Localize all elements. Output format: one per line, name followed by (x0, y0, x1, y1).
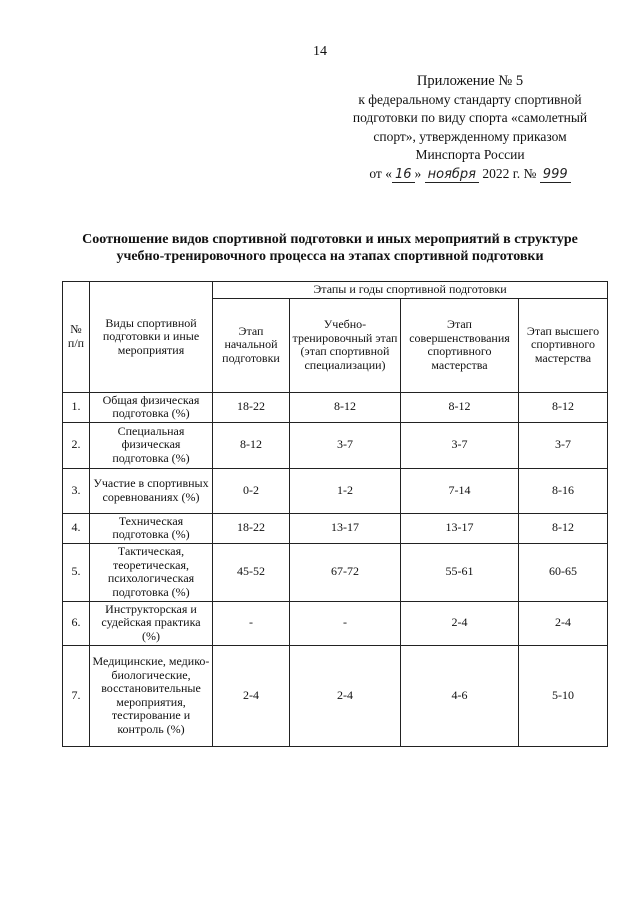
row-num: 1. (63, 392, 90, 422)
order-mid: » (414, 165, 425, 181)
row-value: 8-12 (519, 513, 608, 543)
document-title (40, 231, 620, 265)
table-row (63, 543, 608, 601)
row-value: 7-14 (401, 468, 519, 513)
row-value: 8-12 (519, 392, 608, 422)
row-value: 2-4 (401, 601, 519, 645)
header-stages-group: Этапы и годы спортивной подготовки (213, 282, 608, 299)
table-row (63, 513, 608, 543)
table-row (63, 468, 608, 513)
row-value: 18-22 (213, 392, 290, 422)
row-value: 13-17 (401, 513, 519, 543)
row-value: 4-6 (401, 645, 519, 746)
row-num: 4. (63, 513, 90, 543)
row-num: 5. (63, 543, 90, 601)
table-row (63, 422, 608, 468)
row-value: 5-10 (519, 645, 608, 746)
row-value: 8-12 (213, 422, 290, 468)
row-value: 3-7 (401, 422, 519, 468)
order-line (330, 165, 610, 184)
row-num: 3. (63, 468, 90, 513)
row-value: 3-7 (290, 422, 401, 468)
row-value: 2-4 (213, 645, 290, 746)
row-name: Общая физическая подготовка (%) (90, 392, 213, 422)
order-month-handwritten: ноября (425, 168, 479, 183)
row-value: 8-12 (401, 392, 519, 422)
row-value: 8-12 (290, 392, 401, 422)
row-value: 55-61 (401, 543, 519, 601)
row-value: 8-16 (519, 468, 608, 513)
row-value: 45-52 (213, 543, 290, 601)
row-value: 2-4 (519, 601, 608, 645)
page-number: 14 (313, 44, 327, 59)
row-value: 13-17 (290, 513, 401, 543)
row-value: 3-7 (519, 422, 608, 468)
table-row (63, 645, 608, 746)
header-stage: Этап высшего спортивного мастерства (519, 298, 608, 392)
header-num: № п/п (63, 282, 90, 393)
table-header-row (63, 282, 608, 299)
row-value: - (290, 601, 401, 645)
row-name: Техническая подготовка (%) (90, 513, 213, 543)
appendix-title: Приложение № 5 (416, 73, 524, 89)
row-num: 7. (63, 645, 90, 746)
row-num: 6. (63, 601, 90, 645)
header-stage: Этап начальной подготовки (213, 298, 290, 392)
row-value: 67-72 (290, 543, 401, 601)
header-stage: Этап совершенствования спортивного мастерства (401, 298, 519, 392)
row-value: - (213, 601, 290, 645)
document-title-line: Соотношение видов спортивной подготовки и иных мероприятий в структуре (82, 232, 578, 247)
appendix-block (330, 72, 610, 183)
row-name: Участие в спортивных соревнованиях (%) (90, 468, 213, 513)
training-ratio-table (62, 281, 608, 747)
header-kinds: Виды спортивной подготовки и иные мероприятия (90, 282, 213, 393)
row-value: 60-65 (519, 543, 608, 601)
appendix-line: подготовки по виду спорта «самолетный (352, 110, 588, 125)
row-value: 18-22 (213, 513, 290, 543)
row-name: Медицинские, медико-биологические, восстановительные мероприятия, тестирование и контроль (%) (90, 645, 213, 746)
row-num: 2. (63, 422, 90, 468)
row-name: Тактическая, теоретическая, психологическая подготовка (%) (90, 543, 213, 601)
row-name: Специальная физическая подготовка (%) (90, 422, 213, 468)
document-title-line: учебно-тренировочного процесса на этапах спортивной подготовки (116, 249, 544, 264)
row-name: Инструкторская и судейская практика (%) (90, 601, 213, 645)
appendix-line: Минспорта России (415, 147, 525, 162)
row-value: 0-2 (213, 468, 290, 513)
row-value: 2-4 (290, 645, 401, 746)
order-day-handwritten: 16 (392, 168, 415, 183)
table-row (63, 392, 608, 422)
row-value: 1-2 (290, 468, 401, 513)
order-number-handwritten: 999 (540, 168, 571, 183)
order-prefix: от « (369, 165, 392, 181)
appendix-line: к федеральному стандарту спортивной (358, 91, 582, 107)
table-row (63, 601, 608, 645)
order-year: 2022 г. № (479, 165, 540, 181)
appendix-line: спорт», утвержденному приказом (373, 128, 567, 144)
header-stage: Учебно-тренировочный этап (этап спортивной специализации) (290, 298, 401, 392)
